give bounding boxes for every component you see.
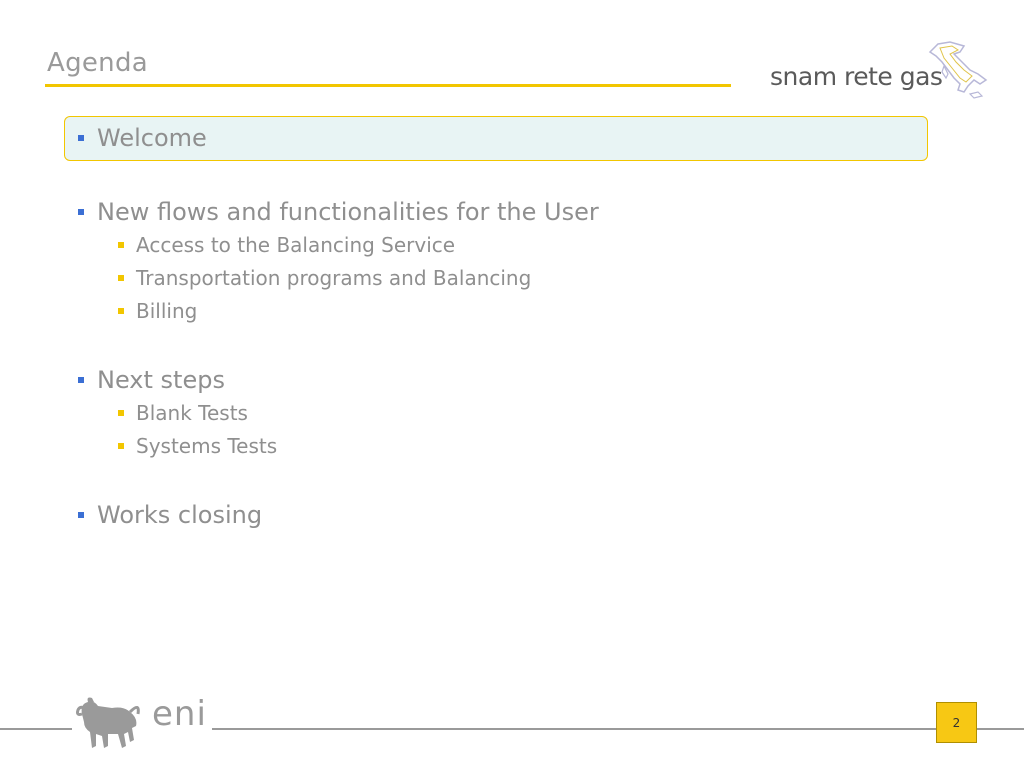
map-of-italy-icon	[920, 40, 1000, 106]
bullet-level1	[78, 377, 84, 383]
bullet-level2	[118, 308, 124, 314]
agenda-subitem-label: Billing	[136, 299, 198, 323]
slide-title: Agenda	[47, 48, 149, 78]
agenda-subitem-label: Systems Tests	[136, 434, 278, 458]
agenda-subitem-label: Transportation programs and Balancing	[136, 266, 532, 290]
agenda-item-welcome	[78, 124, 207, 152]
agenda-item-label: New flows and functionalities for the User	[97, 198, 599, 226]
agenda-subitem	[118, 401, 248, 425]
agenda-item-label: Works closing	[97, 501, 263, 529]
agenda-subitem	[118, 434, 277, 458]
title-underline	[45, 84, 731, 87]
agenda-subitem	[118, 299, 197, 323]
bullet-level2	[118, 242, 124, 248]
six-legged-dog-icon	[72, 694, 144, 752]
agenda-subitem-label: Blank Tests	[136, 401, 248, 425]
agenda-subitem-label: Access to the Balancing Service	[136, 233, 456, 257]
agenda-item-label: Welcome	[97, 124, 207, 152]
agenda-item-works-closing	[78, 501, 262, 529]
bullet-level2	[118, 275, 124, 281]
agenda-item-next-steps	[78, 366, 225, 394]
bullet-level1	[78, 512, 84, 518]
agenda-subitem	[118, 233, 455, 257]
eni-logo	[72, 694, 212, 752]
agenda-subitem	[118, 266, 531, 290]
bullet-level2	[118, 443, 124, 449]
page-number: 2	[936, 702, 977, 743]
agenda-item-new-flows	[78, 198, 599, 226]
snam-wordmark: snam rete gas	[770, 62, 943, 91]
snam-rete-gas-logo	[768, 40, 1008, 106]
agenda-item-label: Next steps	[97, 366, 225, 394]
eni-wordmark: eni	[152, 694, 207, 734]
bullet-level1	[78, 209, 84, 215]
bullet-level1	[78, 135, 84, 141]
bullet-level2	[118, 410, 124, 416]
